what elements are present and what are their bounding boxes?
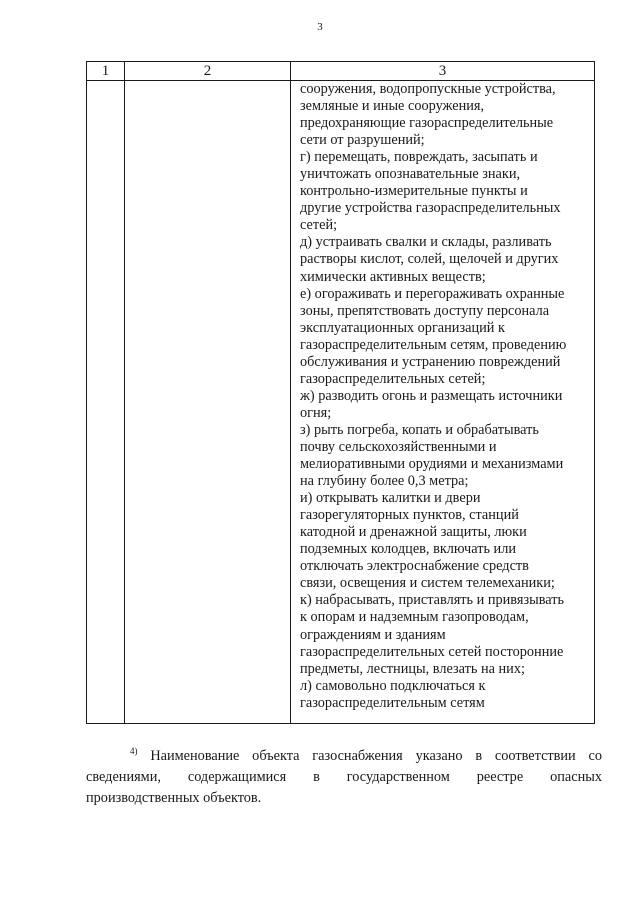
- footnote-line-2: сведениями, содержащимися в государственном реестре опасных: [86, 769, 602, 785]
- prohibited-actions-text: [291, 81, 594, 712]
- text-line: на глубину более 0,3 метра;: [300, 473, 469, 490]
- text-line: газораспределительных сетей посторонние: [300, 643, 564, 660]
- text-line: огня;: [300, 404, 332, 421]
- column-3-cell: [291, 81, 595, 724]
- text-line: д) устраивать свалки и склады, разливать: [300, 234, 552, 251]
- footnote-line-1: [86, 746, 602, 767]
- text-line: отключать электроснабжение средств: [300, 558, 529, 575]
- text-line: обслуживания и устранению повреждений: [300, 353, 561, 370]
- column-header-2: 2: [125, 62, 291, 81]
- column-header-3: 3: [291, 62, 595, 81]
- table-header-row: [87, 62, 595, 81]
- text-line: ж) разводить огонь и размещать источники: [300, 387, 563, 404]
- text-line: газораспределительным сетям: [300, 694, 485, 711]
- text-line: газорегуляторных пунктов, станций: [300, 507, 519, 524]
- text-line: подземных колодцев, включать или: [300, 541, 516, 558]
- text-line: е) огораживать и перегораживать охранные: [300, 285, 565, 302]
- text-line: и) открывать калитки и двери: [300, 490, 481, 507]
- footnote: [86, 746, 602, 809]
- column-header-1: 1: [87, 62, 125, 81]
- text-line: л) самовольно подключаться к: [300, 677, 486, 694]
- text-line: предохраняющие газораспределительные: [300, 115, 554, 132]
- text-line: газораспределительным сетям, проведению: [300, 336, 567, 353]
- text-line: к) набрасывать, приставлять и привязывать: [300, 592, 565, 609]
- text-line: земляные и иные сооружения,: [300, 98, 485, 115]
- text-line: контрольно-измерительные пункты и: [300, 183, 528, 200]
- text-line: другие устройства газораспределительных: [300, 200, 561, 217]
- text-line: растворы кислот, солей, щелочей и других: [300, 251, 559, 268]
- footnote-marker: 4): [130, 746, 138, 757]
- text-line: зоны, препятствовать доступу персонала: [300, 302, 550, 319]
- page-number: 3: [317, 21, 323, 33]
- text-line: сети от разрушений;: [300, 132, 425, 149]
- column-2-cell: [125, 81, 291, 724]
- text-line: сооружения, водопропускные устройства,: [300, 81, 556, 97]
- text-line: связи, освещения и систем телемеханики;: [300, 575, 555, 592]
- text-line: предметы, лестницы, влезать на них;: [300, 660, 525, 677]
- requirements-table: [86, 61, 595, 724]
- text-line: катодной и дренажной защиты, люки: [300, 524, 527, 541]
- text-line: ограждениям и зданиям: [300, 626, 446, 643]
- text-line: эксплуатационных организаций к: [300, 319, 505, 336]
- text-line: химически активных веществ;: [300, 268, 486, 285]
- text-line: сетей;: [300, 217, 338, 234]
- text-line: газораспределительных сетей;: [300, 370, 486, 387]
- column-1-cell: [87, 81, 125, 724]
- text-line: к опорам и надземным газопроводам,: [300, 609, 529, 626]
- text-line: г) перемещать, повреждать, засыпать и: [300, 149, 538, 166]
- text-line: з) рыть погреба, копать и обрабатывать: [300, 421, 539, 438]
- text-line: мелиоративными орудиями и механизмами: [300, 456, 564, 473]
- footnote-text-1: Наименование объекта газоснабжения указано в соответствии со: [150, 748, 603, 764]
- text-line: уничтожать опознавательные знаки,: [300, 166, 521, 183]
- footnote-line-3: производственных объектов.: [86, 790, 262, 806]
- text-line: почву сельскохозяйственными и: [300, 438, 497, 455]
- table-row: [87, 81, 595, 724]
